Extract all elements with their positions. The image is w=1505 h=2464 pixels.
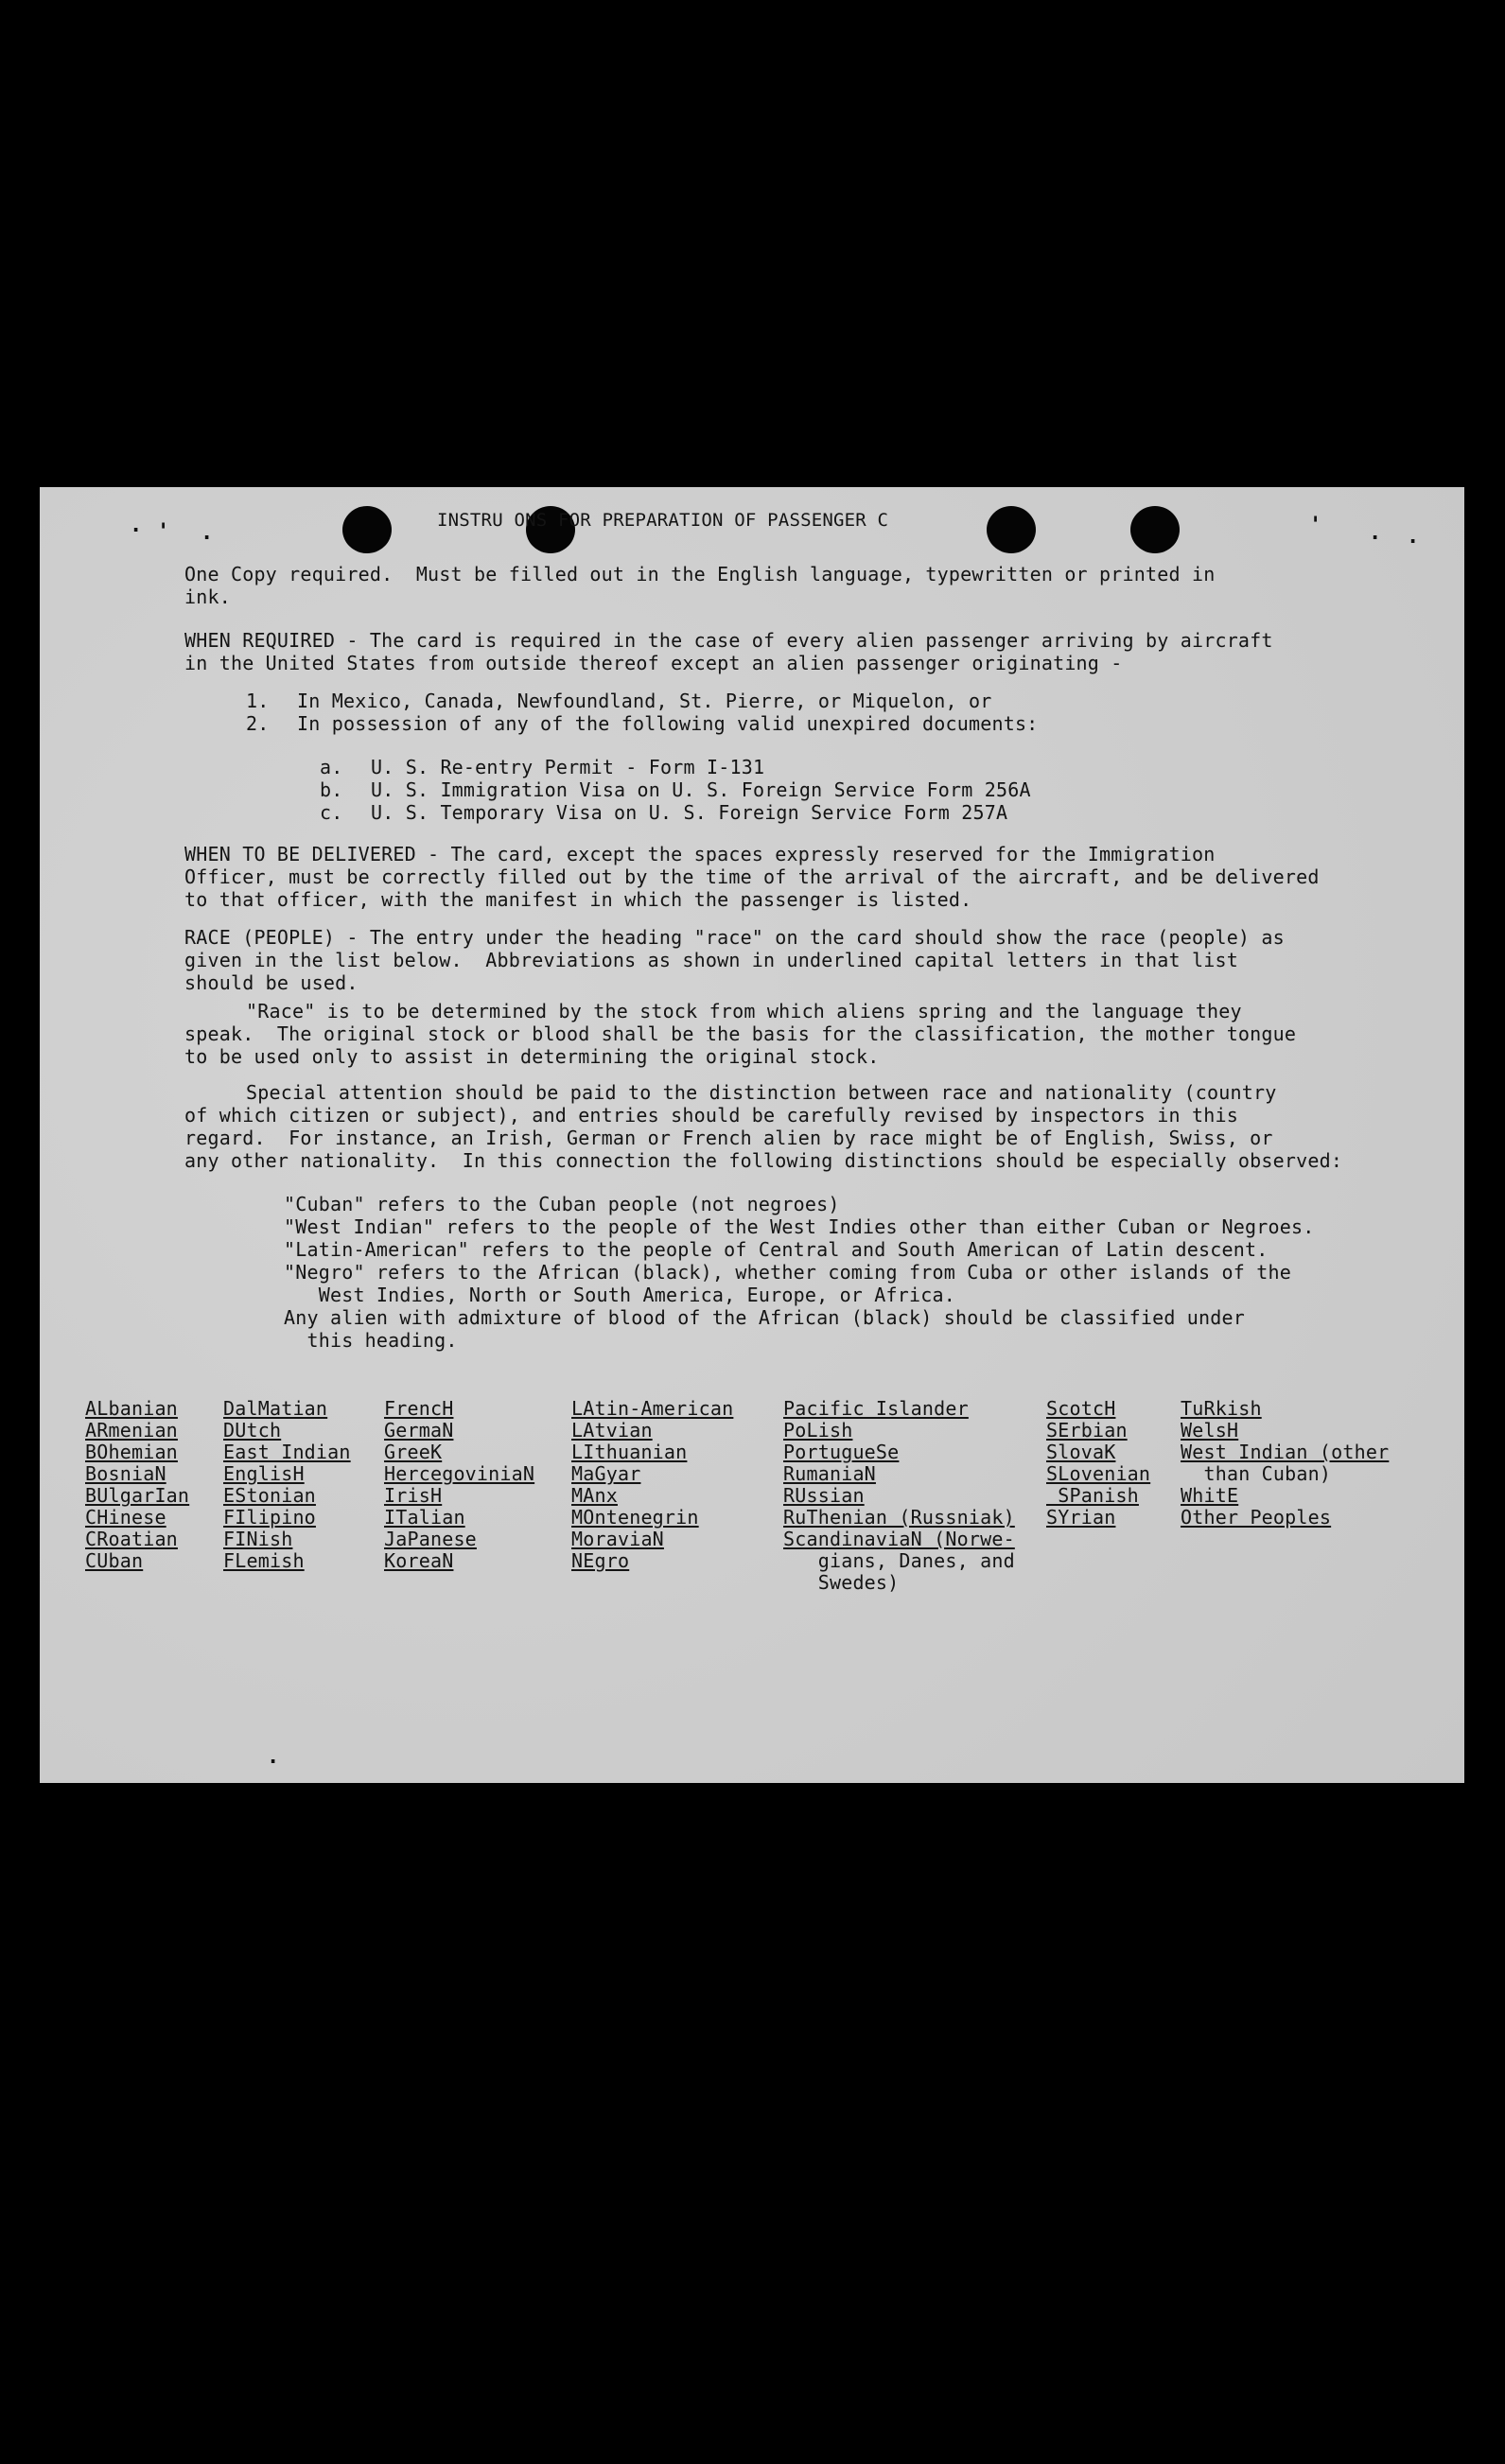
race-item: DalMatian [223, 1397, 328, 1420]
race-item: WelsH [1181, 1419, 1239, 1442]
race-item: MoraviaN [571, 1528, 664, 1550]
ink-speck: ' [1309, 514, 1322, 537]
race-item: than Cuban) [1181, 1462, 1332, 1485]
race-item: EStonian [223, 1484, 316, 1507]
intro-line: One Copy required. Must be filled out in the English language, typewritten or printed in [184, 563, 1216, 585]
distinction-line: "Cuban" refers to the Cuban people (not negroes) [284, 1193, 840, 1215]
distinction-line: this heading. [284, 1329, 458, 1352]
race-item: Other Peoples [1181, 1506, 1332, 1529]
ink-speck: . [1369, 521, 1382, 545]
race-item: LAtin-American [571, 1397, 734, 1420]
race-item: SPanish [1046, 1484, 1139, 1507]
race-item: BOhemian [85, 1441, 178, 1463]
when-required-line: WHEN REQUIRED - The card is required in the case of every alien passenger arriving by aircraft [184, 629, 1273, 652]
punch-hole [342, 506, 392, 553]
race-item: East Indian [223, 1441, 351, 1463]
attention-line: Special attention should be paid to the distinction between race and nationality (country [246, 1081, 1277, 1104]
race-item: KoreaN [384, 1549, 454, 1572]
race-item: RuThenian (Russniak) [783, 1506, 1015, 1529]
race-item: TuRkish [1181, 1397, 1262, 1420]
origin-number: 2. [246, 712, 270, 735]
document-text: U. S. Temporary Visa on U. S. Foreign Service Form 257A [371, 801, 1008, 824]
race-item: FLemish [223, 1549, 305, 1572]
race-item: SYrian [1046, 1506, 1116, 1529]
race-item: BUlgarIan [85, 1484, 190, 1507]
race-item: ScotcH [1046, 1397, 1116, 1420]
race-item: ARmenian [85, 1419, 178, 1442]
race-definition-line: speak. The original stock or blood shall be the basis for the classification, the mother tongue [184, 1022, 1297, 1045]
race-item: LIthuanian [571, 1441, 688, 1463]
race-item: MOntenegrin [571, 1506, 699, 1529]
race-item: RUssian [783, 1484, 865, 1507]
race-item: HercegoviniaN [384, 1462, 535, 1485]
distinction-line: "Latin-American" refers to the people of Central and South American of Latin descent. [284, 1238, 1269, 1261]
document-page [40, 487, 1464, 1783]
race-definition-line: "Race" is to be determined by the stock from which aliens spring and the language they [246, 1000, 1242, 1022]
race-item: MaGyar [571, 1462, 641, 1485]
ink-speck: ' [157, 520, 170, 544]
distinction-line: "Negro" refers to the African (black), whether coming from Cuba or other islands of the [284, 1261, 1291, 1284]
race-item: RumaniaN [783, 1462, 876, 1485]
race-item: WhitE [1181, 1484, 1239, 1507]
ink-speck: . [201, 521, 214, 545]
race-item: FIlipino [223, 1506, 316, 1529]
document-letter: c. [320, 801, 343, 824]
distinction-line: Any alien with admixture of blood of the African (black) should be classified under [284, 1306, 1246, 1329]
race-item: ALbanian [85, 1397, 178, 1420]
race-definition-line: to be used only to assist in determining the original stock. [184, 1045, 880, 1068]
race-item: CUban [85, 1549, 144, 1572]
origin-number: 1. [246, 690, 270, 712]
document-letter: b. [320, 778, 343, 801]
race-item: IrisH [384, 1484, 443, 1507]
race-item: West Indian (other [1181, 1441, 1390, 1463]
when-delivered-line: to that officer, with the manifest in which the passenger is listed. [184, 888, 972, 911]
race-item: BosniaN [85, 1462, 166, 1485]
document-letter: a. [320, 756, 343, 778]
race-item: LAtvian [571, 1419, 653, 1442]
race-item: PortugueSe [783, 1441, 900, 1463]
race-item: JaPanese [384, 1528, 477, 1550]
race-item: PoLish [783, 1419, 853, 1442]
race-item: SLovenian [1046, 1462, 1151, 1485]
document-title: INSTRU ONS FOR PREPARATION OF PASSENGER C [437, 510, 889, 531]
race-item: FrencH [384, 1397, 454, 1420]
distinction-line: West Indies, North or South America, Europe, or Africa. [284, 1284, 955, 1306]
race-item: Pacific Islander [783, 1397, 969, 1420]
when-required-line: in the United States from outside thereof except an alien passenger originating - [184, 652, 1123, 674]
race-item: Swedes) [783, 1571, 900, 1594]
when-delivered-line: WHEN TO BE DELIVERED - The card, except the spaces expressly reserved for the Immigration [184, 843, 1216, 865]
race-item: SErbian [1046, 1419, 1128, 1442]
document-text: U. S. Immigration Visa on U. S. Foreign Service Form 256A [371, 778, 1031, 801]
race-item: ITalian [384, 1506, 465, 1529]
when-delivered-line: Officer, must be correctly filled out by the time of the arrival of the aircraft, and be delivered [184, 865, 1320, 888]
punch-hole [987, 506, 1036, 553]
ink-speck: . [130, 514, 143, 537]
race-line: RACE (PEOPLE) - The entry under the heading "race" on the card should show the race (people) as [184, 926, 1285, 949]
origin-text: In possession of any of the following valid unexpired documents: [297, 712, 1039, 735]
document-text: U. S. Re-entry Permit - Form I-131 [371, 756, 765, 778]
race-item: MAnx [571, 1484, 618, 1507]
attention-line: any other nationality. In this connection the following distinctions should be especially observed: [184, 1149, 1343, 1172]
race-item: FINish [223, 1528, 293, 1550]
ink-speck: . [1407, 525, 1420, 549]
intro-line: ink. [184, 585, 231, 608]
ink-speck: . [267, 1745, 280, 1769]
race-item: CRoatian [85, 1528, 178, 1550]
race-item: DUtch [223, 1419, 282, 1442]
race-line: should be used. [184, 971, 359, 994]
race-item: CHinese [85, 1506, 166, 1529]
distinction-line: "West Indian" refers to the people of the West Indies other than either Cuban or Negroes. [284, 1215, 1315, 1238]
race-line: given in the list below. Abbreviations as shown in underlined capital letters in that list [184, 949, 1238, 971]
race-item: gians, Danes, and [783, 1549, 1015, 1572]
attention-line: regard. For instance, an Irish, German or French alien by race might be of English, Swiss, or [184, 1127, 1273, 1149]
race-item: GreeK [384, 1441, 443, 1463]
race-item: SlovaK [1046, 1441, 1116, 1463]
race-item: GermaN [384, 1419, 454, 1442]
race-item: EnglisH [223, 1462, 305, 1485]
attention-line: of which citizen or subject), and entries should be carefully revised by inspectors in this [184, 1104, 1238, 1127]
race-item: NEgro [571, 1549, 630, 1572]
punch-hole [1130, 506, 1180, 553]
origin-text: In Mexico, Canada, Newfoundland, St. Pierre, or Miquelon, or [297, 690, 992, 712]
race-item: ScandinaviaN (Norwe- [783, 1528, 1015, 1550]
